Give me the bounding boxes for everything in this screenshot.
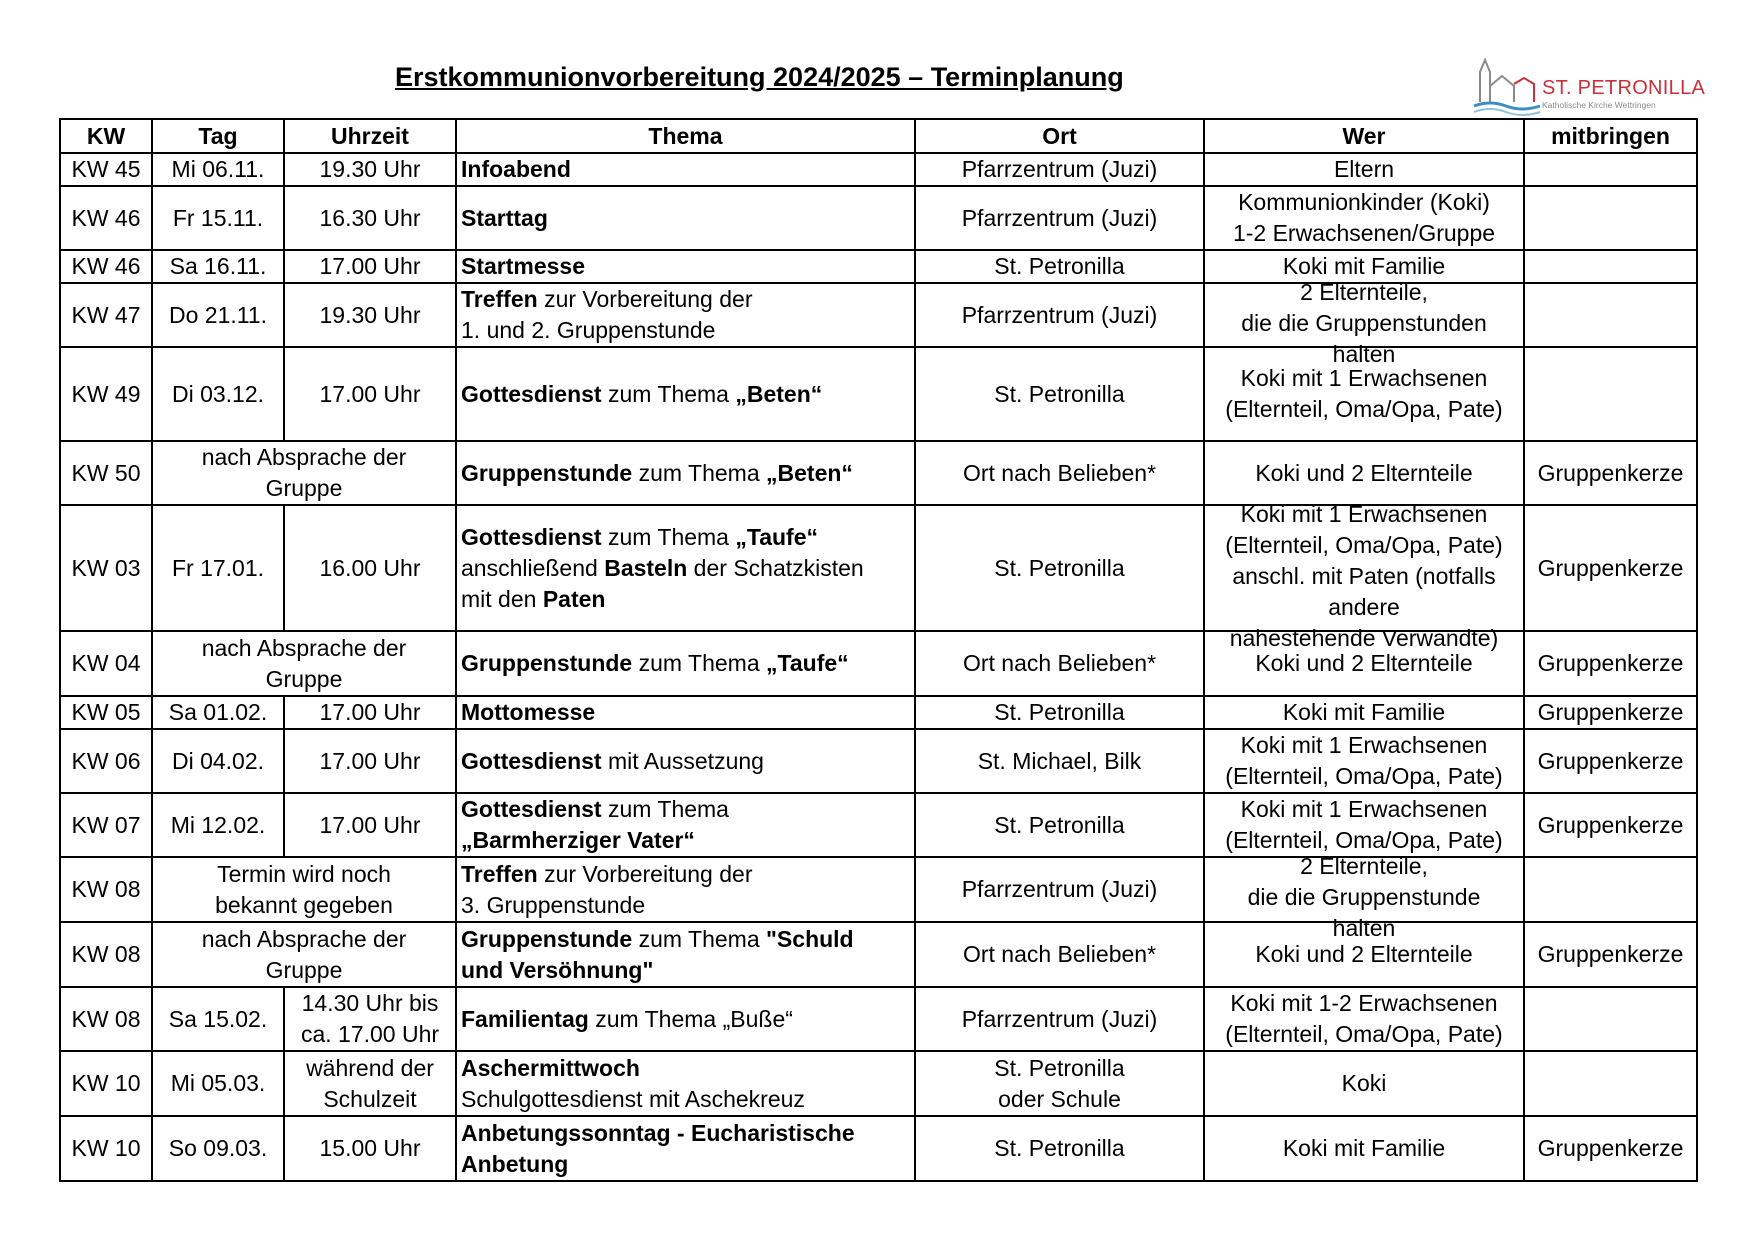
cell-thema — [456, 631, 915, 696]
tag-line: nach Absprache der — [201, 444, 407, 470]
col-header-kw: KW — [60, 119, 152, 153]
cell-ort: Pfarrzentrum (Juzi) — [915, 186, 1204, 250]
cell-thema — [456, 1116, 915, 1181]
cell-tag: Di 03.12. — [152, 347, 284, 441]
cell-wer: Koki mit Familie — [1204, 1116, 1524, 1181]
cell-mitbringen: Gruppenkerze — [1524, 729, 1697, 793]
cell-thema — [456, 441, 915, 505]
cell-wer — [1204, 279, 1524, 367]
tag-line: bekannt gegeben — [215, 891, 393, 918]
table-row — [60, 987, 1697, 1051]
thema-bold: Gruppenstunde — [461, 459, 633, 486]
cell-ort: Pfarrzentrum (Juzi) — [915, 857, 1204, 922]
tag-line: nach Absprache der — [201, 925, 407, 952]
wer-line: Koki mit 1 Erwachsenen — [1240, 796, 1488, 822]
cell-ort — [915, 1051, 1204, 1116]
cell-mitbringen: Gruppenkerze — [1524, 505, 1697, 631]
cell-tag: Mi 12.02. — [152, 793, 284, 857]
cell-thema — [456, 283, 915, 347]
zeit-line: während der — [306, 1054, 434, 1081]
thema-bold: Starttag — [461, 204, 548, 231]
cell-wer — [1204, 729, 1524, 793]
cell-tag: Do 21.11. — [152, 283, 284, 347]
parish-logo — [1472, 56, 1754, 116]
table-row — [60, 857, 1697, 922]
thema-text: zum Thema — [632, 650, 767, 676]
tag-line: Termin wird noch — [217, 860, 391, 887]
cell-ort: St. Petronilla — [915, 793, 1204, 857]
cell-mitbringen: Gruppenkerze — [1524, 696, 1697, 729]
zeit-line: ca. 17.00 Uhr — [300, 1021, 440, 1047]
cell-uhrzeit: 17.00 Uhr — [284, 696, 456, 729]
cell-mitbringen — [1524, 987, 1697, 1051]
cell-tag: Sa 01.02. — [152, 696, 284, 729]
table-row — [60, 1116, 1697, 1181]
cell-tag: Fr 17.01. — [152, 505, 284, 631]
thema-bold: Treffen — [461, 286, 538, 312]
wer-line: Koki mit 1 Erwachsenen — [1240, 365, 1488, 391]
ort-line: St. Petronilla — [994, 1054, 1125, 1081]
thema-text: zum Thema — [632, 925, 767, 952]
cell-wer: Koki — [1204, 1051, 1524, 1116]
zeit-line: 14.30 Uhr bis — [301, 990, 439, 1016]
cell-wer: Koki mit Familie — [1204, 696, 1524, 729]
thema-bold: „Taufe“ — [735, 523, 819, 550]
cell-tag: Sa 16.11. — [152, 250, 284, 283]
thema-bold: Anbetungssonntag - Eucharistische — [461, 1119, 855, 1146]
wer-line: (Elternteil, Oma/Opa, Pate) — [1225, 396, 1503, 422]
cell-uhrzeit: 15.00 Uhr — [284, 1116, 456, 1181]
wer-line: 1-2 Erwachsenen/Gruppe — [1232, 220, 1496, 246]
cell-tag-uhrzeit — [152, 922, 456, 987]
cell-ort: Ort nach Belieben* — [915, 441, 1204, 505]
wer-line: die die Gruppenstunde — [1247, 883, 1481, 910]
thema-bold: Treffen — [461, 860, 538, 887]
church-icon — [1472, 56, 1542, 116]
cell-thema — [456, 250, 915, 283]
cell-tag: Fr 15.11. — [152, 186, 284, 250]
cell-ort: St. Petronilla — [915, 1116, 1204, 1181]
table-row — [60, 186, 1697, 250]
cell-mitbringen — [1524, 1051, 1697, 1116]
cell-wer: Koki und 2 Elternteile — [1204, 922, 1524, 987]
cell-thema — [456, 1051, 915, 1116]
cell-mitbringen: Gruppenkerze — [1524, 631, 1697, 696]
cell-tag-uhrzeit — [152, 857, 456, 922]
wer-line: (Elternteil, Oma/Opa, Pate) — [1225, 763, 1503, 789]
header-row — [60, 119, 1697, 153]
table-row — [60, 729, 1697, 793]
thema-bold: Infoabend — [461, 156, 571, 182]
cell-tag: Mi 05.03. — [152, 1051, 284, 1116]
thema-text: mit den — [461, 585, 543, 612]
schedule-table — [59, 118, 1698, 1182]
cell-thema — [456, 153, 915, 186]
tag-line: nach Absprache der — [201, 634, 407, 661]
page-title: Erstkommunionvorbereitung 2024/2025 – Terminplanung — [395, 62, 1124, 92]
cell-ort: St. Michael, Bilk — [915, 729, 1204, 793]
thema-bold: Basteln — [604, 554, 688, 581]
col-header-mitbringen: mitbringen — [1524, 119, 1697, 153]
cell-uhrzeit: 17.00 Uhr — [284, 347, 456, 441]
thema-text: zum Thema „Buße“ — [588, 1005, 793, 1032]
cell-mitbringen — [1524, 186, 1697, 250]
cell-tag: So 09.03. — [152, 1116, 284, 1181]
cell-thema — [456, 987, 915, 1051]
cell-kw: KW 45 — [60, 153, 152, 186]
thema-text: zur Vorbereitung der — [537, 860, 753, 887]
cell-kw: KW 08 — [60, 857, 152, 922]
cell-uhrzeit: 17.00 Uhr — [284, 250, 456, 283]
cell-thema — [456, 857, 915, 922]
thema-bold: Anbetung — [461, 1150, 569, 1177]
cell-mitbringen: Gruppenkerze — [1524, 441, 1697, 505]
cell-ort: Pfarrzentrum (Juzi) — [915, 153, 1204, 186]
wer-line: Koki mit 1 Erwachsenen — [1240, 500, 1488, 527]
thema-bold: Familientag — [461, 1005, 589, 1032]
cell-ort: St. Petronilla — [915, 505, 1204, 631]
wer-line: (Elternteil, Oma/Opa, Pate) — [1225, 531, 1503, 558]
cell-kw: KW 49 — [60, 347, 152, 441]
table-row — [60, 347, 1697, 441]
table-row — [60, 1051, 1697, 1116]
wer-line: andere — [1328, 593, 1400, 620]
cell-thema — [456, 347, 915, 441]
cell-wer — [1204, 852, 1524, 941]
cell-kw: KW 07 — [60, 793, 152, 857]
cell-kw: KW 08 — [60, 922, 152, 987]
wer-line: (Elternteil, Oma/Opa, Pate) — [1225, 1021, 1503, 1047]
cell-ort: Pfarrzentrum (Juzi) — [915, 283, 1204, 347]
cell-tag: Sa 15.02. — [152, 987, 284, 1051]
cell-kw: KW 05 — [60, 696, 152, 729]
wer-line: die die Gruppenstunden — [1241, 310, 1487, 336]
wer-line: Koki mit 1-2 Erwachsenen — [1230, 990, 1498, 1016]
cell-wer — [1204, 987, 1524, 1051]
thema-text: mit Aussetzung — [601, 747, 764, 774]
wer-line: Kommunionkinder (Koki) — [1238, 189, 1490, 215]
thema-text: anschließend — [461, 554, 605, 581]
col-header-uhrzeit: Uhrzeit — [284, 119, 456, 153]
table-row — [60, 922, 1697, 987]
cell-ort: St. Petronilla — [915, 696, 1204, 729]
thema-line: Schulgottesdienst mit Aschekreuz — [461, 1085, 805, 1112]
table-row — [60, 441, 1697, 505]
cell-kw: KW 08 — [60, 987, 152, 1051]
col-header-thema: Thema — [456, 119, 915, 153]
cell-thema — [456, 186, 915, 250]
cell-kw: KW 47 — [60, 283, 152, 347]
wer-line: 2 Elternteile, — [1300, 852, 1428, 879]
cell-kw: KW 46 — [60, 186, 152, 250]
cell-kw: KW 10 — [60, 1116, 152, 1181]
tag-line: Gruppe — [265, 665, 343, 692]
thema-text: zum Thema — [601, 380, 736, 407]
thema-bold: „Barmherziger Vater“ — [461, 827, 695, 853]
cell-kw: KW 50 — [60, 441, 152, 505]
cell-uhrzeit — [284, 1051, 456, 1116]
cell-mitbringen — [1524, 153, 1697, 186]
cell-wer: Eltern — [1204, 153, 1524, 186]
thema-line: 1. und 2. Gruppenstunde — [461, 317, 716, 343]
cell-ort: Ort nach Belieben* — [915, 631, 1204, 696]
thema-bold: Startmesse — [461, 253, 586, 279]
ort-line: oder Schule — [998, 1085, 1121, 1112]
thema-text: zur Vorbereitung der — [537, 286, 753, 312]
cell-tag-uhrzeit — [152, 441, 456, 505]
cell-wer — [1204, 500, 1524, 651]
cell-tag: Mi 06.11. — [152, 153, 284, 186]
cell-mitbringen — [1524, 250, 1697, 283]
thema-bold: Gottesdienst — [461, 380, 602, 407]
col-header-tag: Tag — [152, 119, 284, 153]
thema-bold: Aschermittwoch — [461, 1054, 640, 1081]
table-row — [60, 505, 1697, 631]
cell-thema — [456, 729, 915, 793]
cell-mitbringen: Gruppenkerze — [1524, 922, 1697, 987]
cell-uhrzeit: 19.30 Uhr — [284, 283, 456, 347]
cell-wer — [1204, 793, 1524, 857]
cell-uhrzeit: 16.30 Uhr — [284, 186, 456, 250]
thema-bold: Paten — [542, 585, 606, 612]
cell-uhrzeit: 16.00 Uhr — [284, 505, 456, 631]
logo-tagline: Katholische Kirche Wettringen — [1542, 100, 1656, 110]
cell-wer: Koki und 2 Elternteile — [1204, 441, 1524, 505]
table-row — [60, 153, 1697, 186]
cell-ort: St. Petronilla — [915, 347, 1204, 441]
thema-text: der Schatzkisten — [687, 554, 864, 581]
thema-bold: Gottesdienst — [461, 747, 602, 774]
cell-uhrzeit — [284, 987, 456, 1051]
zeit-line: Schulzeit — [323, 1085, 417, 1112]
table-row — [60, 793, 1697, 857]
wer-line: (Elternteil, Oma/Opa, Pate) — [1225, 827, 1503, 853]
cell-tag-uhrzeit — [152, 631, 456, 696]
cell-ort: St. Petronilla — [915, 250, 1204, 283]
cell-kw: KW 46 — [60, 250, 152, 283]
cell-thema — [456, 922, 915, 987]
thema-bold: „Beten“ — [735, 380, 823, 407]
thema-bold: Gottesdienst — [461, 796, 602, 822]
cell-thema — [456, 696, 915, 729]
cell-kw: KW 04 — [60, 631, 152, 696]
thema-bold: Mottomesse — [461, 699, 596, 725]
cell-kw: KW 10 — [60, 1051, 152, 1116]
thema-bold: "Schuld — [766, 925, 854, 952]
thema-text: zum Thema — [601, 523, 736, 550]
cell-mitbringen — [1524, 857, 1697, 922]
thema-line: 3. Gruppenstunde — [461, 891, 646, 918]
cell-wer: Koki und 2 Elternteile — [1204, 631, 1524, 696]
cell-mitbringen: Gruppenkerze — [1524, 793, 1697, 857]
table-row — [60, 696, 1697, 729]
col-header-wer: Wer — [1204, 119, 1524, 153]
table-row — [60, 283, 1697, 347]
cell-mitbringen: Gruppenkerze — [1524, 1116, 1697, 1181]
thema-bold: „Taufe“ — [766, 650, 849, 676]
cell-uhrzeit: 19.30 Uhr — [284, 153, 456, 186]
cell-ort: Ort nach Belieben* — [915, 922, 1204, 987]
thema-bold: Gruppenstunde — [461, 925, 633, 952]
col-header-ort: Ort — [915, 119, 1204, 153]
cell-kw: KW 03 — [60, 505, 152, 631]
cell-tag: Di 04.02. — [152, 729, 284, 793]
wer-line: 2 Elternteile, — [1300, 279, 1428, 305]
thema-text: zum Thema — [632, 459, 767, 486]
tag-line: Gruppe — [265, 956, 343, 983]
thema-bold: Gottesdienst — [461, 523, 602, 550]
cell-wer: Koki mit Familie — [1204, 250, 1524, 283]
tag-line: Gruppe — [265, 475, 343, 501]
logo-name: ST. PETRONILLA — [1542, 77, 1706, 99]
cell-mitbringen — [1524, 347, 1697, 441]
cell-uhrzeit: 17.00 Uhr — [284, 729, 456, 793]
thema-bold: „Beten“ — [766, 459, 853, 486]
cell-mitbringen — [1524, 283, 1697, 347]
thema-bold: und Versöhnung" — [461, 956, 654, 983]
thema-bold: Gruppenstunde — [461, 650, 633, 676]
cell-ort: Pfarrzentrum (Juzi) — [915, 987, 1204, 1051]
wer-line: nahestehende Verwandte) — [1229, 624, 1499, 651]
cell-wer — [1204, 186, 1524, 250]
wer-line: anschl. mit Paten (notfalls — [1232, 562, 1496, 589]
cell-kw: KW 06 — [60, 729, 152, 793]
wer-line: halten — [1332, 341, 1396, 367]
thema-text: zum Thema — [601, 796, 729, 822]
cell-thema — [456, 505, 915, 631]
wer-line: halten — [1332, 914, 1396, 941]
cell-thema — [456, 793, 915, 857]
wer-line: Koki mit 1 Erwachsenen — [1240, 732, 1488, 758]
cell-uhrzeit: 17.00 Uhr — [284, 793, 456, 857]
